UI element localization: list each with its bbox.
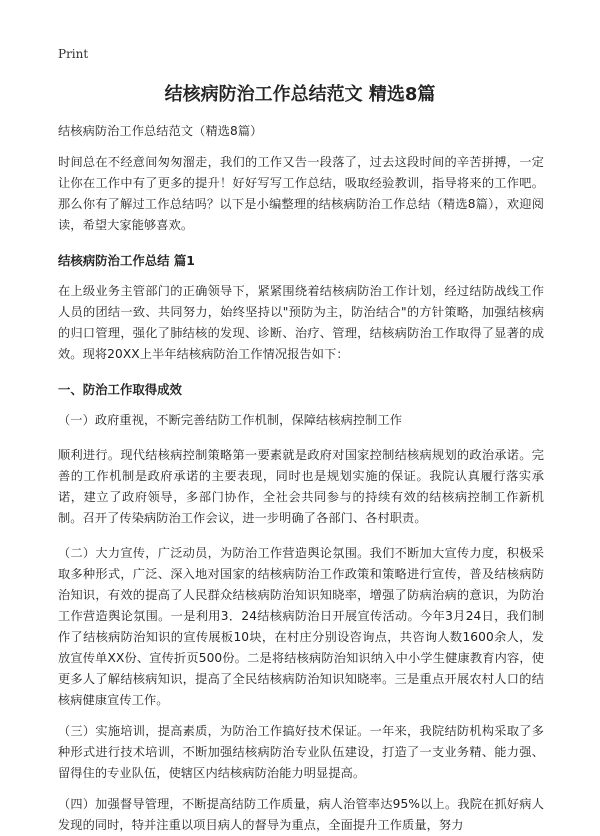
point-2-paragraph: （二）大力宣传，广泛动员，为防治工作营造舆论氛围。我们不断加大宣传力度，积极采取多种形式，广泛、深入地对国家的结核病防治工作政策和策略进行宣传，普及结核病防治知识，有效的提高了人民群众结核病防治知识知晓率，增强了防病治病的意识，为防治工作营造舆论氛围。一是利用3．24结核病防治日开展宣传活动。今年3月24日，我们制作了结核病防治知识的宣传展板10块，在村庄分别设咨询点，共咨询人数1600余人，发放宣传单XX份、宣传折页500份。二是将结核病防治知识纳入中小学生健康教育内容，使更多人了解结核病知识，提高了全民结核病防治知识知晓率。三是重点开展农村人口的结核病健康宣传工作。 xyxy=(58,546,544,707)
section1-paragraph: 在上级业务主管部门的正确领导下，紧紧围绕着结核病防治工作计划，经过结防战线工作人员的团结一致、共同努力，始终坚持以"预防为主，防治结合"的方针策略，加强结核病的归口管理，强化了肺结核的发现、诊断、治疗、管理，结核病防治工作取得了显著的成效。现将20XX上半年结核病防治工作情况报告如下： xyxy=(58,284,544,361)
article-body xyxy=(58,121,544,836)
point-1-body: 顺利进行。现代结核病控制策略第一要素就是政府对国家控制结核病规划的政治承诺。完善的工作机制是政府承诺的主要表现，同时也是规划实施的保证。我院认真履行落实承诺，建立了政府领导，多部门协作，全社会共同参与的持续有效的结核病控制工作新机制。召开了传染病防治工作会议，进一步明确了各部门、各村职责。 xyxy=(58,448,544,525)
page-title: 结核病防治工作总结范文 精选8篇 xyxy=(164,84,436,105)
article-subtitle: 结核病防治工作总结范文（精选8篇） xyxy=(58,124,263,138)
intro-paragraph: 时间总在不经意间匆匆溜走，我们的工作又告一段落了，过去这段时间的辛苦拼搏，一定让你在工作中有了更多的提升！好好写写工作总结，吸取经验教训，指导将来的工作吧。那么你有了解过工作总结吗？以下是小编整理的结核病防治工作总结（精选8篇），欢迎阅读，希望大家能够喜欢。 xyxy=(58,155,544,232)
point-3-paragraph: （三）实施培训，提高素质，为防治工作搞好技术保证。一年来，我院结防机构采取了多种形式进行技术培训，不断加强结核病防治专业队伍建设，打造了一支业务精、能力强、留得住的专业队伍，使辖区内结核病防治能力明显提高。 xyxy=(58,724,544,780)
section-heading: 结核病防治工作总结 篇1 xyxy=(58,253,195,268)
point-1-title: （一）政府重视，不断完善结防工作机制，保障结核病控制工作 xyxy=(58,413,403,427)
point-4-paragraph: （四）加强督导管理，不断提高结防工作质量，病人治管率达95%以上。我院在抓好病人发现的同时，特并注重以项目病人的督导为重点，全面提升工作质量，努力 xyxy=(58,797,544,832)
subheading-achievements: 一、防治工作取得成效 xyxy=(58,382,182,397)
print-link[interactable]: Print xyxy=(58,47,89,61)
